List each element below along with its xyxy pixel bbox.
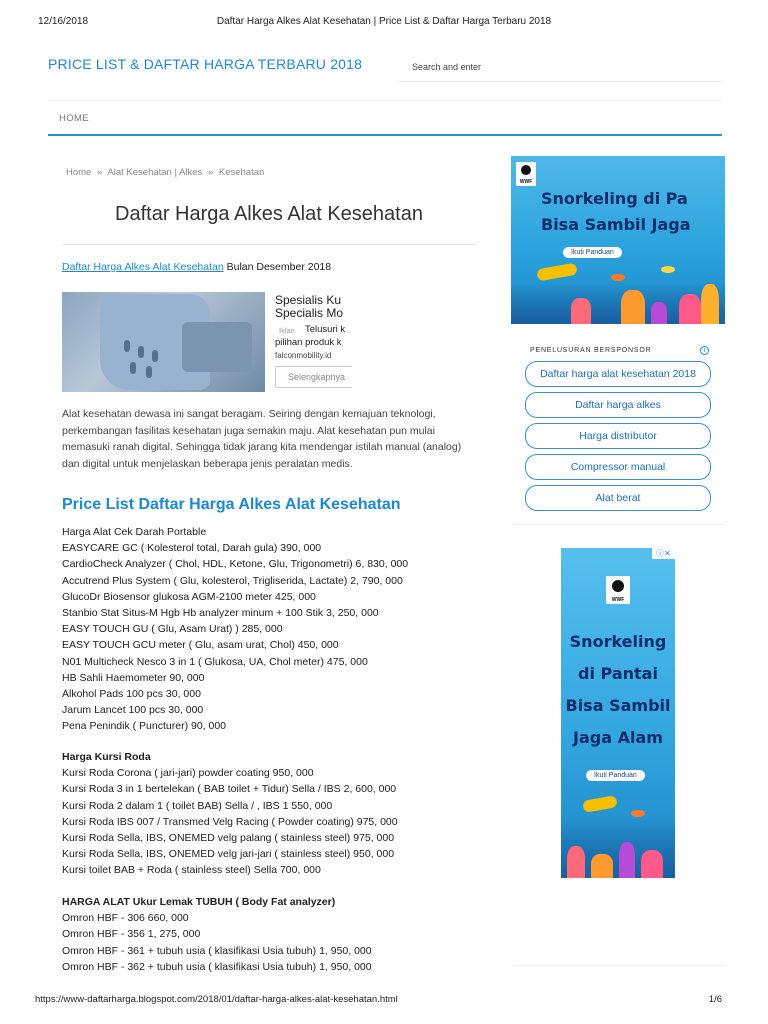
boot-hole [130, 362, 136, 374]
wwf-panda-icon [516, 162, 536, 186]
sidebar-banner-ad[interactable] [511, 156, 725, 324]
list-heading: Harga Kursi Roda [62, 751, 151, 763]
boot-hole [138, 346, 144, 358]
list-item: HB Sahli Haemometer 90, 000 [62, 671, 205, 684]
sponsored-link-alat-berat[interactable]: Alat berat [525, 485, 711, 511]
list-item: Pena Penindik ( Puncturer) 90, 000 [62, 720, 227, 733]
list-item: EASYCARE GC ( Kolesterol total, Darah gula) 390, 000 [62, 542, 322, 555]
site-title[interactable]: PRICE LIST & DAFTAR HARGA TERBARU 2018 [48, 56, 363, 72]
sidebar-divider [513, 965, 725, 966]
title-divider [62, 244, 476, 245]
ad-headline-line: Bisa Sambil Jaga [541, 215, 691, 234]
coral-illustration [571, 298, 591, 324]
list-heading: HARGA ALAT Ukur Lemak TUBUH ( Body Fat analyzer) [62, 896, 336, 908]
intro-text: Bulan Desember 2018 [223, 261, 332, 273]
list-item: Stanbio Stat Situs-M Hgb Hb analyzer minum + 100 Stik 3, 250, 000 [62, 607, 379, 620]
print-date: 12/16/2018 [38, 16, 89, 27]
list-item: Kursi toilet BAB + Roda ( stainless steel) Sella 700, 000 [62, 864, 321, 877]
sponsored-link-alkes[interactable]: Daftar harga alkes [525, 392, 711, 418]
fish-illustration [661, 266, 675, 273]
ad-description: pilihan produk k [275, 337, 342, 348]
sponsored-link-compressor[interactable]: Compressor manual [525, 454, 711, 480]
price-list-body-fat [62, 894, 372, 975]
list-item: Omron HBF - 361 + tubuh usia ( klasifikasi Usia tubuh) 1, 950, 000 [62, 944, 372, 957]
diver-illustration [536, 263, 577, 282]
list-item: EASY TOUCH GCU meter ( Glu, asam urat, Chol) 450, 000 [62, 639, 339, 652]
wwf-logo-text: WWF [519, 179, 533, 185]
ad-headline-line: Jaga Alam [573, 728, 663, 747]
sponsored-link-alat-kesehatan[interactable]: Daftar harga alat kesehatan 2018 [525, 361, 711, 387]
list-item: Kursi Roda Corona ( jari-jari) powder coating 950, 000 [62, 767, 314, 780]
list-item: GlucoDr Biosensor glukosa AGM-2100 meter 425, 000 [62, 590, 316, 603]
list-item: Omron HBF - 362 + tubuh usia ( klasifikasi Usia tubuh) 1, 950, 000 [62, 960, 372, 973]
boot-strap [182, 322, 252, 372]
sidebar-skyscraper-ad[interactable] [561, 548, 675, 878]
ad-headline-line: Bisa Sambil [565, 696, 671, 715]
list-item: Harga Alat Cek Darah Portable [62, 526, 207, 538]
price-list-kursi-roda [62, 749, 398, 879]
list-item: Alkohol Pads 100 pcs 30, 000 [62, 688, 201, 701]
list-item: CardioCheck Analyzer ( Chol, HDL, Ketone, Glu, Trigonometri) 6, 830, 000 [62, 558, 409, 571]
list-item: N01 Multicheck Nesco 3 in 1 ( Glukosa, UA, Chol meter) 475, 000 [62, 655, 368, 668]
list-item: Jarum Lancet 100 pcs 30, 000 [62, 704, 204, 717]
print-url: https://www-daftarharga.blogspot.com/2018/01/daftar-harga-alkes-alat-kesehatan.html [35, 994, 398, 1005]
list-item: Accutrend Plus System ( Glu, kolesterol, Trigliserida, Lactate) 2, 790, 000 [62, 574, 403, 587]
fish-illustration [611, 274, 625, 281]
intro-link[interactable]: Daftar Harga Alkes Alat Kesehatan [62, 261, 224, 273]
coral-illustration [591, 854, 613, 878]
ad-headline [541, 186, 691, 238]
ad-description: Telusuri k [305, 324, 346, 335]
ad-product-image[interactable] [62, 292, 265, 392]
post-intro [62, 261, 331, 273]
print-page-number: 1/6 [708, 994, 722, 1005]
coral-illustration [641, 850, 663, 878]
coral-illustration [679, 294, 701, 324]
ad-headline-line: Snorkeling [569, 632, 667, 651]
ad-follow-pill[interactable]: Ikuti Panduan [586, 770, 645, 781]
ad-title-line: Spesialis Ku [275, 294, 342, 307]
coral-illustration [567, 846, 585, 878]
nav-home-link[interactable]: HOME [59, 113, 90, 124]
breadcrumb [66, 167, 267, 178]
list-item: Kursi Roda Sella, IBS, ONEMED velg palang ( stainless steel) 975, 000 [62, 832, 395, 845]
ad-label: Iklan [279, 326, 295, 335]
ad-headline-line: Snorkeling di Pa [541, 189, 688, 208]
post-title: Daftar Harga Alkes Alat Kesehatan [115, 203, 423, 225]
ad-headline-line: di Pantai [578, 664, 658, 683]
breadcrumb-separator: » [96, 167, 103, 178]
ad-domain[interactable]: falconmobility.id [275, 351, 332, 360]
ad-more-button[interactable]: Selengkapnya [275, 366, 352, 388]
diver-illustration [582, 795, 618, 813]
ad-follow-pill[interactable]: Ikuti Panduan [563, 247, 622, 258]
print-title: Daftar Harga Alkes Alat Kesehatan | Price List & Daftar Harga Terbaru 2018 [216, 16, 552, 27]
coral-illustration [621, 290, 645, 324]
coral-illustration [701, 284, 719, 324]
coral-illustration [619, 842, 635, 878]
breadcrumb-category-kesehatan[interactable]: Kesehatan [218, 167, 265, 178]
list-item: Kursi Roda 3 in 1 bertelekan ( BAB toilet + Tidur) Sella / IBS 2, 600, 000 [62, 783, 397, 796]
search-input[interactable]: Search and enter [398, 56, 722, 82]
coral-illustration [651, 302, 667, 324]
info-icon[interactable]: i [700, 346, 709, 355]
list-item: Kursi Roda IBS 007 / Transmed Velg Racing ( Powder coating) 975, 000 [62, 815, 398, 828]
list-item: Kursi Roda 2 dalam 1 ( toilet BAB) Sella / , IBS 1 550, 000 [62, 799, 333, 812]
wwf-logo-text: WWF [611, 597, 625, 603]
price-list-cek-darah [62, 524, 408, 735]
fish-illustration [631, 810, 645, 817]
post-paragraph: Alat kesehatan dewasa ini sangat beragam. Seiring dengan kemajuan teknologi, perkembangan fasilitas kesehatan juga semakin maju. Alat kesehatan pun mulai memasuki ranah digital. Sehingga tidak jarang kita mendengar istilah manual (analog) dan digital untuk menjelaskan beberapa jenis peralatan medis. [62, 408, 462, 470]
list-item: Omron HBF - 306 660, 000 [62, 912, 189, 925]
sponsored-searches-title: PENELUSURAN BERSPONSOR [530, 347, 652, 354]
ad-title-line: Specialis Mo [275, 306, 344, 320]
ad-headline [561, 626, 675, 754]
sponsored-link-distributor[interactable]: Harga distributor [525, 423, 711, 449]
list-item: Omron HBF - 356 1, 275, 000 [62, 928, 201, 941]
list-item: EASY TOUCH GU ( Glu, Asam Urat) ) 285, 000 [62, 623, 283, 636]
wwf-panda-icon [606, 576, 630, 604]
boot-hole [152, 350, 158, 362]
section-title: Price List Daftar Harga Alkes Alat Kesehatan [62, 496, 401, 513]
breadcrumb-home[interactable]: Home [66, 167, 92, 178]
list-item: Kursi Roda Sella, IBS, ONEMED velg jari-jari ( stainless steel) 950, 000 [62, 848, 395, 861]
main-nav [48, 100, 722, 136]
breadcrumb-category-alkes[interactable]: Alat Kesehatan | Alkes [107, 167, 203, 178]
boot-hole [124, 340, 130, 352]
boot-hole [146, 366, 152, 378]
ad-title[interactable] [275, 294, 352, 320]
breadcrumb-separator: » [207, 167, 214, 178]
sidebar-divider [513, 524, 725, 525]
ad-close-icon[interactable]: ⓘ✕ [652, 548, 675, 559]
inline-ad[interactable] [62, 292, 352, 392]
